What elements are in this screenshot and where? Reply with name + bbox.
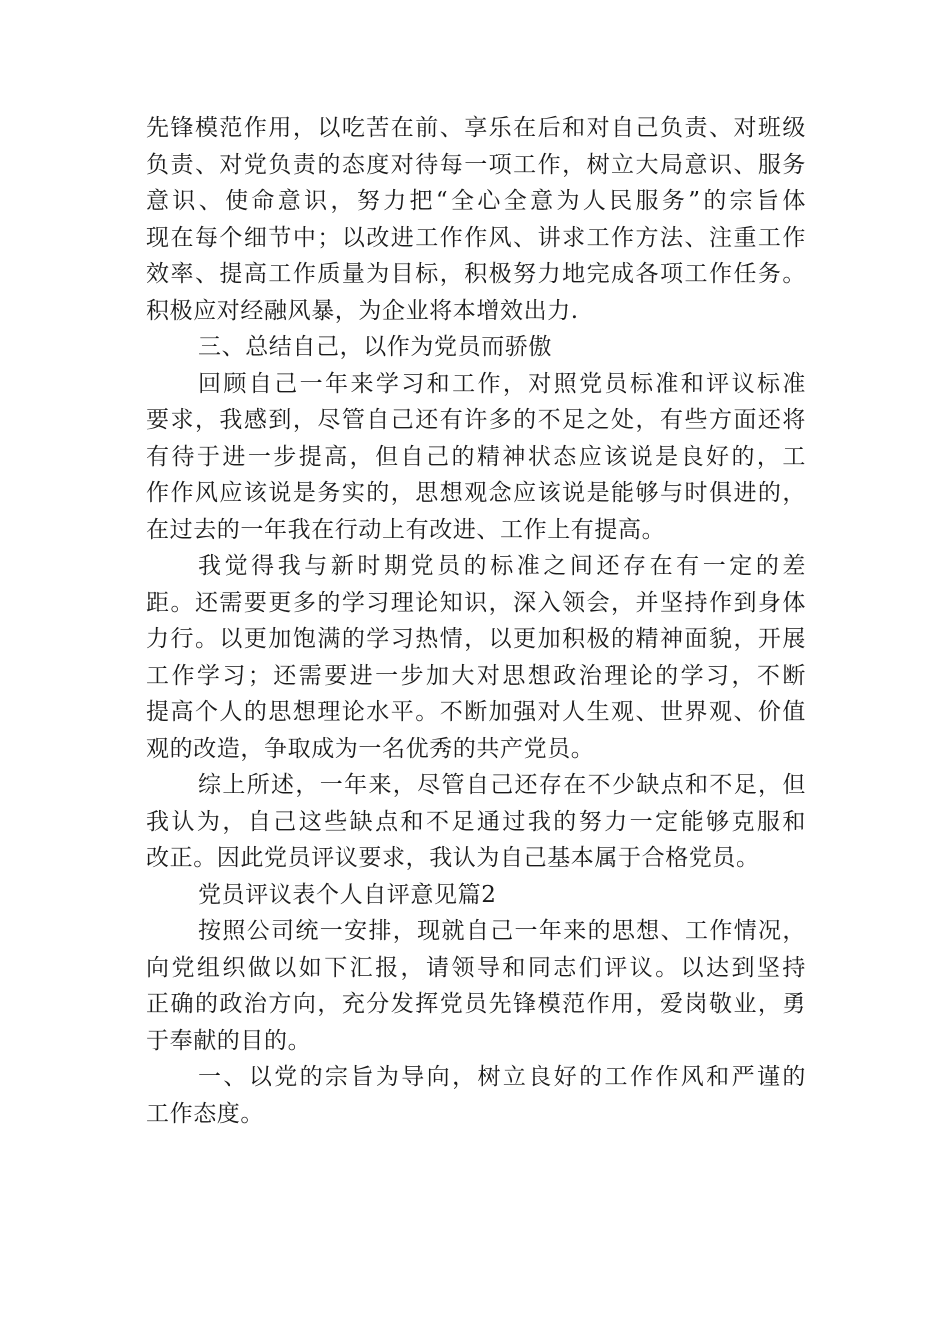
text-line: 工作学习；还需要进一步加大对思想政治理论的学习，不断 [146, 662, 806, 689]
text-line: 回顾自己一年来学习和工作，对照党员标准和评议标准 [198, 370, 806, 397]
text-line: 要求，我感到，尽管自己还有许多的不足之处，有些方面还将 [146, 407, 806, 433]
article-heading: 党员评议表个人自评意见篇2 [198, 881, 497, 908]
text-line: 按照公司统一安排，现就自己一年来的思想、工作情况， [198, 918, 806, 944]
text-line: 作作风应该说是务实的，思想观念应该说是能够与时俱进的， [146, 480, 806, 506]
document-page [146, 110, 806, 1132]
section-heading: 工作态度。 [146, 1100, 264, 1127]
text-line: 现在每个细节中；以改进工作作风、讲求工作方法、注重工作 [146, 224, 806, 251]
text-line: 提高个人的思想理论水平。不断加强对人生观、世界观、价值 [146, 699, 806, 725]
text-line: 向党组织做以如下汇报，请领导和同志们评议。以达到坚持 [146, 954, 806, 981]
paragraph-gap-standards [146, 548, 806, 767]
paragraph-vanguard-role [146, 110, 806, 329]
text-line: 力行。以更加饱满的学习热情，以更加积极的精神面貌，开展 [146, 626, 806, 652]
heading-section-one [146, 1059, 806, 1132]
section-heading: 三、总结自己，以作为党员而骄傲 [198, 334, 552, 360]
section-heading: 一、以党的宗旨为导向，树立良好的工作作风和严谨的 [198, 1064, 806, 1090]
text-line: 意识、使命意识，努力把“全心全意为人民服务”的宗旨体 [146, 188, 806, 214]
text-line: 在过去的一年我在行动上有改进、工作上有提高。 [146, 516, 666, 543]
text-line: 积极应对经融风暴，为企业将本增效出力. [146, 297, 579, 324]
text-line: 负责、对党负责的态度对待每一项工作，树立大局意识、服务 [146, 151, 806, 178]
paragraph-report-intro [146, 913, 806, 1059]
text-line: 综上所述，一年来，尽管自己还存在不少缺点和不足，但 [198, 772, 806, 798]
paragraph-summary [146, 767, 806, 877]
text-line: 有待于进一步提高，但自己的精神状态应该说是良好的，工 [146, 443, 806, 470]
text-line: 我认为，自己这些缺点和不足通过我的努力一定能够克服和 [146, 808, 806, 835]
text-line: 效率、提高工作质量为目标，积极努力地完成各项工作任务。 [146, 261, 806, 287]
text-line: 距。还需要更多的学习理论知识，深入领会，并坚持作到身体 [146, 589, 806, 616]
text-line: 改正。因此党员评议要求，我认为自己基本属于合格党员。 [146, 845, 760, 871]
heading-section-three [146, 329, 806, 366]
paragraph-review-year [146, 366, 806, 549]
text-line: 于奉献的目的。 [146, 1027, 312, 1054]
heading-part-two [146, 877, 806, 914]
text-line: 先锋模范作用，以吃苦在前、享乐在后和对自己负责、对班级 [146, 115, 806, 141]
text-line: 我觉得我与新时期党员的标准之间还存在有一定的差 [198, 553, 806, 579]
text-line: 正确的政治方向，充分发挥党员先锋模范作用，爱岗敬业，勇 [146, 991, 806, 1017]
text-line: 观的改造，争取成为一名优秀的共产党员。 [146, 735, 595, 762]
